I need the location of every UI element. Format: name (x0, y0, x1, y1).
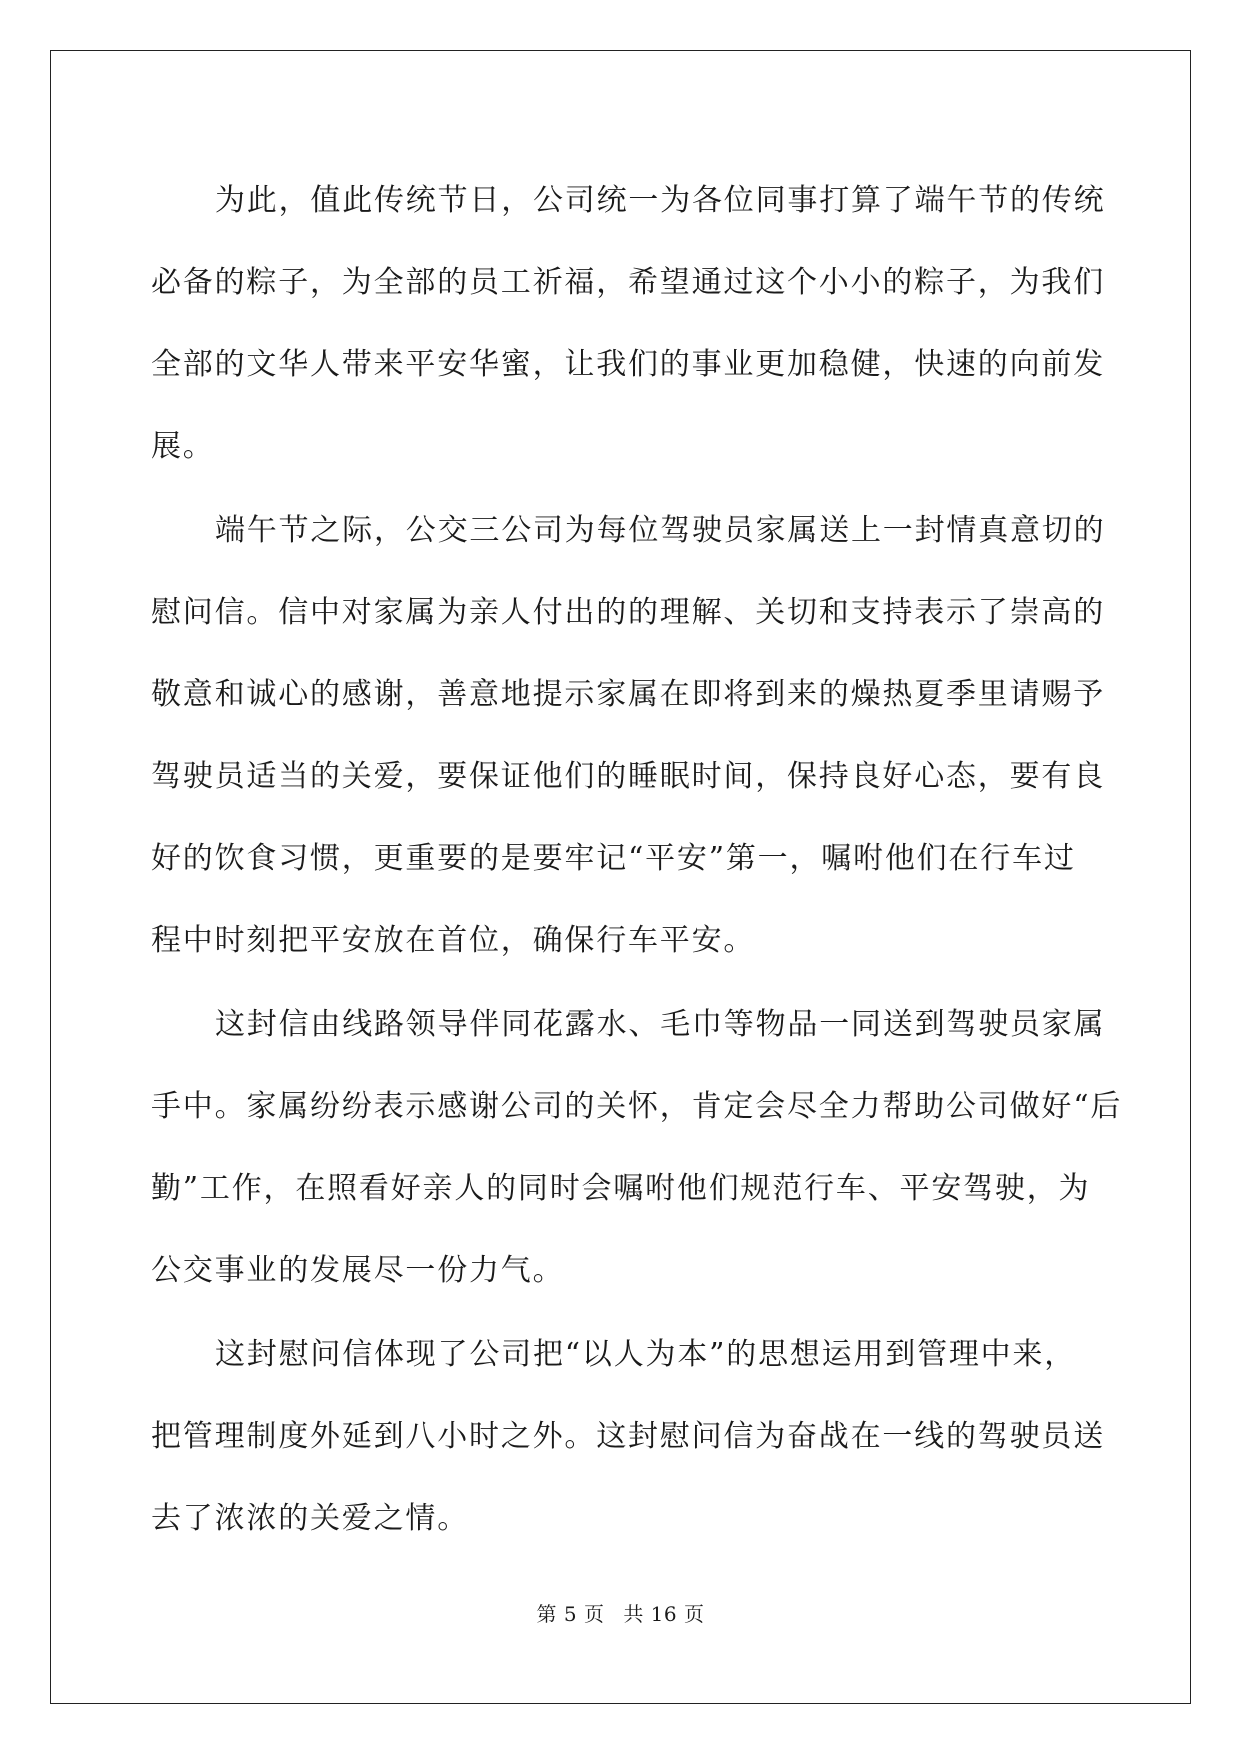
paragraph-line: 展。 (151, 429, 215, 464)
paragraph-line: 慰问信。信中对家属为亲人付出的的理解、关切和支持表示了崇高的 (151, 595, 1105, 630)
paragraph-line: 这封慰问信体现了公司把“以人为本”的思想运用到管理中来， (215, 1337, 1077, 1372)
paragraph-line: 程中时刻把平安放在首位，确保行车平安。 (151, 923, 756, 958)
paragraph-line: 去了浓浓的关爱之情。 (151, 1501, 469, 1536)
paragraph-line: 必备的粽子，为全部的员工祈福，希望通过这个小小的粽子，为我们 (151, 265, 1105, 300)
paragraph-3 (151, 984, 1123, 1312)
paragraph-line: 全部的文华人带来平安华蜜，让我们的事业更加稳健，快速的向前发 (151, 347, 1105, 382)
paragraph-line: 为此，值此传统节日，公司统一为各位同事打算了端午节的传统 (215, 183, 1106, 218)
paragraph-1 (151, 160, 1106, 488)
paragraph-2 (151, 490, 1106, 982)
paragraph-line: 勤”工作，在照看好亲人的同时会嘱咐他们规范行车、平安驾驶，为 (151, 1171, 1091, 1206)
paragraph-line: 手中。家属纷纷表示感谢公司的关怀，肯定会尽全力帮助公司做好“后 (151, 1089, 1123, 1124)
paragraph-line: 好的饮食习惯，更重要的是要牢记“平安”第一，嘱咐他们在行车过 (151, 841, 1076, 876)
paragraph-line: 端午节之际，公交三公司为每位驾驶员家属送上一封情真意切的 (215, 513, 1106, 548)
page-footer (0, 1598, 1241, 1627)
paragraph-line: 公交事业的发展尽一份力气。 (151, 1253, 565, 1288)
page-total: 共 16 页 (623, 1602, 705, 1626)
paragraph-line: 这封信由线路领导伴同花露水、毛巾等物品一同送到驾驶员家属 (215, 1007, 1106, 1042)
paragraph-line: 敬意和诚心的感谢，善意地提示家属在即将到来的燥热夏季里请赐予 (151, 677, 1105, 712)
document-body (151, 160, 1123, 1562)
page-number: 第 5 页 (536, 1602, 605, 1626)
paragraph-line: 驾驶员适当的关爱，要保证他们的睡眠时间，保持良好心态，要有良 (151, 759, 1105, 794)
paragraph-4 (151, 1314, 1105, 1560)
paragraph-line: 把管理制度外延到八小时之外。这封慰问信为奋战在一线的驾驶员送 (151, 1419, 1105, 1454)
